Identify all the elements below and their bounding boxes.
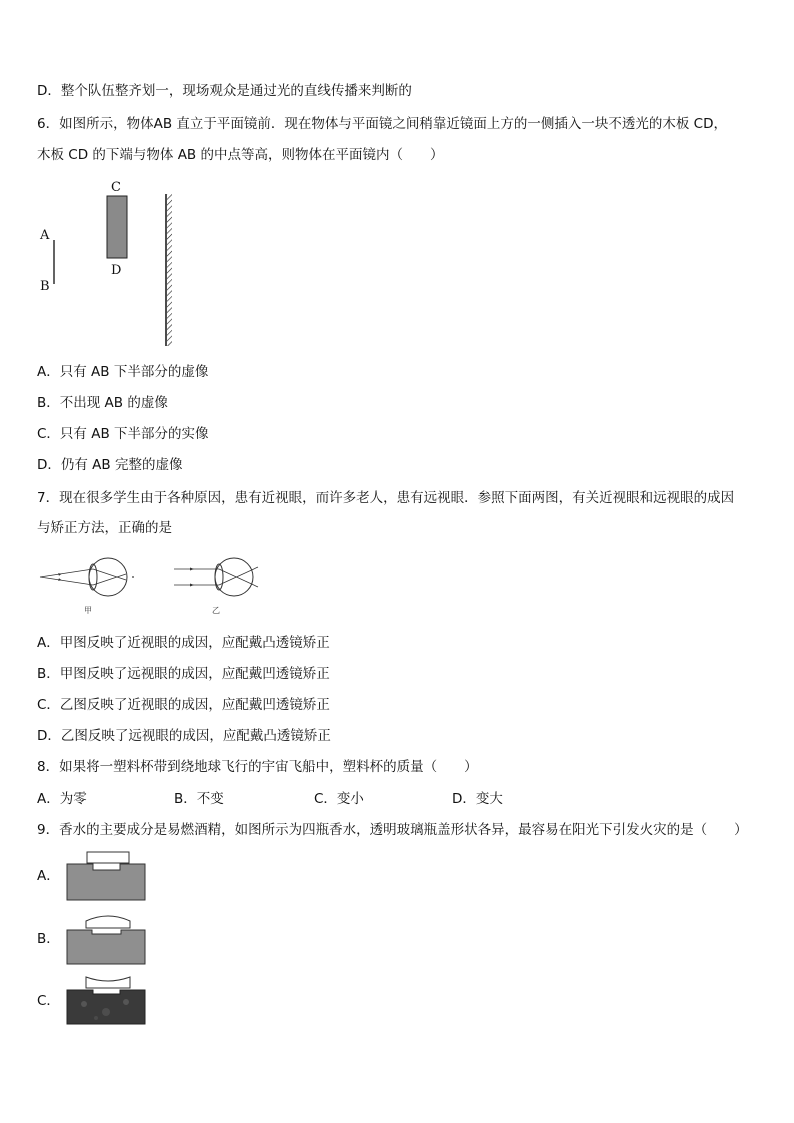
q8-option-c: C．变小 bbox=[314, 791, 364, 807]
q6-option-a: A．只有 AB 下半部分的虚像 bbox=[37, 364, 209, 380]
q8-option-b: B．不变 bbox=[174, 791, 224, 807]
eye-diagram-yi bbox=[174, 558, 258, 615]
q9-option-b: B． bbox=[37, 931, 60, 947]
q5-option-d: D．整个队伍整齐划一，现场观众是通过光的直线传播来判断的 bbox=[37, 83, 412, 99]
q8-stem: 8．如果将一塑料杯带到绕地球飞行的宇宙飞船中，塑料杯的质量（ ） bbox=[37, 759, 478, 775]
label-jia: 甲 bbox=[84, 606, 92, 615]
q7-option-a: A．甲图反映了近视眼的成因，应配戴凸透镜矫正 bbox=[37, 635, 330, 651]
q9-stem: 9．香水的主要成分是易燃酒精，如图所示为四瓶香水，透明玻璃瓶盖形状各异，最容易在阳光下引发火灾的是（ ） bbox=[37, 822, 748, 838]
perfume-bottle-a bbox=[66, 850, 146, 902]
eye-diagram-jia bbox=[40, 558, 134, 615]
q7-option-d: D．乙图反映了远视眼的成因，应配戴凸透镜矫正 bbox=[37, 728, 331, 744]
q7-eye-figures bbox=[36, 555, 266, 621]
q6-option-b: B．不出现 AB 的虚像 bbox=[37, 395, 168, 411]
q7-option-b: B．甲图反映了远视眼的成因，应配戴凹透镜矫正 bbox=[37, 666, 330, 682]
q6-mirror-figure bbox=[30, 172, 190, 352]
label-d: D bbox=[111, 263, 122, 278]
board-cd bbox=[107, 196, 127, 258]
q8-option-a: A．为零 bbox=[37, 791, 87, 807]
q6-option-c: C．只有 AB 下半部分的实像 bbox=[37, 426, 209, 442]
label-a: A bbox=[40, 228, 50, 243]
q6-stem-line1: 6．如图所示，物体AB 直立于平面镜前．现在物体与平面镜之间稍靠近镜面上方的一侧插入一块不透光的木板 CD， bbox=[37, 116, 727, 132]
q9-option-c: C． bbox=[37, 993, 60, 1009]
mirror-hatching bbox=[167, 194, 172, 346]
q6-option-d: D．仍有 AB 完整的虚像 bbox=[37, 457, 183, 473]
perfume-bottle-c bbox=[66, 974, 146, 1028]
q7-stem-line2: 与矫正方法，正确的是 bbox=[37, 520, 172, 536]
q6-stem-line2: 木板 CD 的下端与物体 AB 的中点等高，则物体在平面镜内（ ） bbox=[37, 147, 444, 163]
q7-option-c: C．乙图反映了近视眼的成因，应配戴凹透镜矫正 bbox=[37, 697, 330, 713]
label-c: C bbox=[111, 180, 121, 195]
perfume-bottle-b bbox=[66, 912, 146, 966]
q9-option-a: A． bbox=[37, 868, 60, 884]
q8-option-d: D．变大 bbox=[452, 791, 503, 807]
label-b: B bbox=[40, 279, 50, 294]
q7-stem-line1: 7．现在很多学生由于各种原因，患有近视眼，而许多老人，患有远视眼．参照下面两图，有关近视眼和远视眼的成因 bbox=[37, 490, 735, 506]
label-yi: 乙 bbox=[212, 606, 220, 615]
